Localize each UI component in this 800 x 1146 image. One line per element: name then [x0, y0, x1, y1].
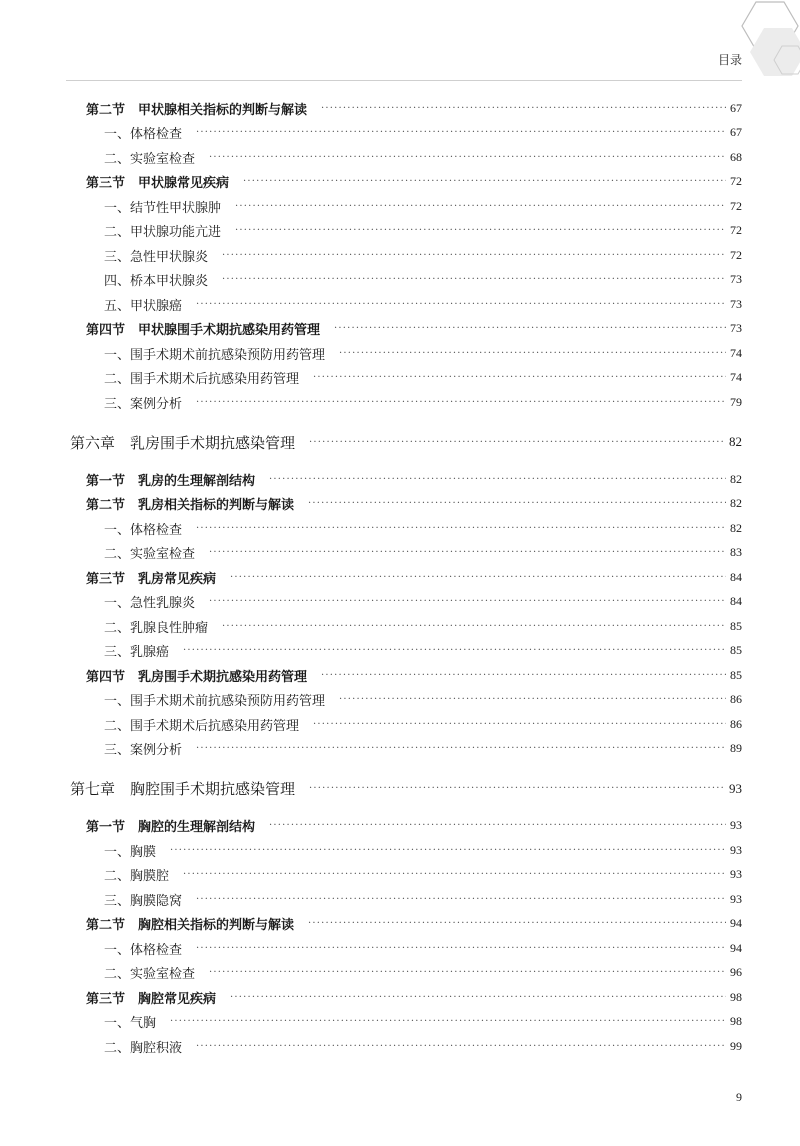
- entry-title: 三、案例分析: [104, 743, 183, 758]
- entry-title: 二、乳腺良性肿瘤: [104, 620, 209, 636]
- toc-item-entry[interactable]: [104, 1034, 742, 1058]
- toc-item-entry[interactable]: [104, 292, 742, 316]
- entry-title: 一、气胸: [104, 1016, 157, 1031]
- entry-title: 第一节 乳房的生理解剖结构: [86, 473, 256, 489]
- toc-section-entry[interactable]: [86, 814, 742, 838]
- toc-section-entry[interactable]: [86, 317, 742, 341]
- entry-page-number: 85: [730, 643, 742, 657]
- entry-title: 第二节 乳房相关指标的判断与解读: [86, 498, 295, 513]
- dot-leader: [269, 820, 726, 831]
- toc-item-entry[interactable]: [104, 390, 742, 414]
- toc-section-entry[interactable]: [86, 492, 742, 516]
- toc-item-entry[interactable]: [104, 194, 742, 218]
- entry-title: 二、甲状腺功能亢进: [104, 225, 222, 240]
- dot-leader: [309, 437, 725, 448]
- toc-item-entry[interactable]: [104, 639, 742, 663]
- entry-title: 一、胸膜: [104, 844, 157, 860]
- entry-page-number: 93: [730, 891, 742, 906]
- toc-item-entry[interactable]: [104, 516, 742, 540]
- entry-page-number: 79: [730, 394, 742, 409]
- entry-title: 五、甲状腺癌: [104, 298, 183, 314]
- page-number: 9: [736, 1090, 742, 1104]
- entry-title: 二、实验室检查: [104, 547, 196, 562]
- dot-leader: [196, 299, 726, 310]
- entry-title: 一、围手术期术前抗感染预防用药管理: [104, 694, 326, 709]
- entry-page-number: 84: [730, 569, 742, 584]
- dot-leader: [308, 918, 726, 929]
- entry-title: 二、胸腔积液: [104, 1040, 183, 1056]
- entry-page-number: 68: [730, 149, 742, 164]
- entry-title: 第六章 乳房围手术期抗感染管理: [70, 433, 296, 452]
- dot-leader: [196, 127, 726, 138]
- toc-section-entry[interactable]: [86, 912, 742, 936]
- dot-leader: [313, 372, 726, 383]
- entry-title: 二、实验室检查: [104, 151, 196, 167]
- entry-page-number: 93: [730, 867, 742, 881]
- entry-page-number: 93: [730, 818, 742, 832]
- toc-item-entry[interactable]: [104, 1010, 742, 1034]
- toc-chapter-entry[interactable]: [70, 777, 742, 801]
- entry-page-number: 86: [730, 716, 742, 731]
- entry-title: 第四节 甲状腺围手术期抗感染用药管理: [86, 323, 321, 338]
- dot-leader: [170, 845, 726, 856]
- entry-page-number: 72: [730, 198, 742, 213]
- entry-page-number: 94: [730, 940, 742, 955]
- entry-page-number: 86: [730, 692, 742, 706]
- entry-page-number: 84: [730, 594, 742, 608]
- entry-page-number: 67: [730, 125, 742, 139]
- entry-page-number: 93: [729, 780, 742, 796]
- entry-title: 二、胸膜腔: [104, 869, 170, 884]
- toc-item-entry[interactable]: [104, 145, 742, 169]
- dot-leader: [183, 869, 726, 880]
- entry-title: 第七章 胸腔围手术期抗感染管理: [70, 780, 296, 798]
- dot-leader: [222, 250, 726, 261]
- entry-page-number: 67: [730, 100, 742, 115]
- dot-leader: [196, 943, 726, 954]
- entry-title: 第四节 乳房围手术期抗感染用药管理: [86, 669, 308, 685]
- toc-item-entry[interactable]: [104, 366, 742, 390]
- toc-item-entry[interactable]: [104, 541, 742, 565]
- toc-item-entry[interactable]: [104, 614, 742, 638]
- dot-leader: [209, 967, 726, 978]
- entry-title: 二、实验室检查: [104, 967, 196, 982]
- dot-leader: [183, 645, 726, 656]
- dot-leader: [209, 596, 726, 607]
- dot-leader: [230, 572, 726, 583]
- entry-title: 三、案例分析: [104, 396, 183, 412]
- hexagon-light: [750, 28, 800, 76]
- toc-item-entry[interactable]: [104, 590, 742, 614]
- toc-item-entry[interactable]: [104, 887, 742, 911]
- entry-title: 三、胸膜隐窝: [104, 893, 183, 909]
- entry-page-number: 83: [730, 545, 742, 559]
- dot-leader: [269, 474, 726, 485]
- entry-page-number: 82: [730, 520, 742, 535]
- entry-page-number: 85: [730, 667, 742, 682]
- dot-leader: [243, 176, 726, 187]
- dot-leader: [235, 201, 726, 212]
- entry-title: 一、体格检查: [104, 522, 183, 538]
- dot-leader: [339, 694, 726, 705]
- toc-item-entry[interactable]: [104, 838, 742, 862]
- entry-page-number: 82: [729, 434, 742, 449]
- toc-item-entry[interactable]: [104, 712, 742, 736]
- dot-leader: [196, 894, 726, 905]
- dot-leader: [339, 348, 726, 359]
- entry-page-number: 82: [730, 471, 742, 486]
- entry-page-number: 85: [730, 618, 742, 633]
- hexagon-decoration: [690, 0, 800, 90]
- dot-leader: [222, 274, 726, 285]
- toc-item-entry[interactable]: [104, 268, 742, 292]
- entry-page-number: 73: [730, 296, 742, 311]
- toc-chapter-entry[interactable]: [70, 430, 742, 454]
- entry-page-number: 72: [730, 247, 742, 262]
- toc-item-entry[interactable]: [104, 863, 742, 887]
- toc-item-entry[interactable]: [104, 219, 742, 243]
- entry-page-number: 82: [730, 496, 742, 510]
- dot-leader: [222, 621, 726, 632]
- dot-leader: [230, 992, 726, 1003]
- entry-title: 一、结节性甲状腺肿: [104, 200, 222, 216]
- entry-page-number: 89: [730, 741, 742, 755]
- dot-leader: [209, 547, 726, 558]
- dot-leader: [235, 225, 726, 236]
- entry-page-number: 94: [730, 916, 742, 930]
- toc-item-entry[interactable]: [104, 737, 742, 761]
- dot-leader: [321, 103, 726, 114]
- entry-title: 一、围手术期术前抗感染预防用药管理: [104, 347, 326, 363]
- entry-title: 一、体格检查: [104, 942, 183, 958]
- entry-title: 三、急性甲状腺炎: [104, 249, 209, 265]
- header-divider: [66, 80, 742, 81]
- dot-leader: [308, 498, 726, 509]
- toc-item-entry[interactable]: [104, 936, 742, 960]
- entry-page-number: 72: [730, 174, 742, 188]
- entry-page-number: 98: [730, 989, 742, 1004]
- entry-page-number: 96: [730, 965, 742, 979]
- toc-section-entry[interactable]: [86, 565, 742, 589]
- entry-page-number: 98: [730, 1014, 742, 1028]
- entry-title: 二、围手术期术后抗感染用药管理: [104, 372, 300, 387]
- toc-item-entry[interactable]: [104, 961, 742, 985]
- dot-leader: [196, 523, 726, 534]
- dot-leader: [196, 743, 726, 754]
- entry-page-number: 93: [730, 842, 742, 857]
- toc-section-entry[interactable]: [86, 663, 742, 687]
- dot-leader: [313, 719, 726, 730]
- entry-page-number: 73: [730, 272, 742, 286]
- entry-title: 第一节 胸腔的生理解剖结构: [86, 820, 256, 835]
- running-header: 目录: [717, 53, 742, 67]
- dot-leader: [170, 1016, 726, 1027]
- dot-leader: [309, 783, 725, 794]
- entry-page-number: 74: [730, 370, 742, 384]
- entry-title: 一、急性乳腺炎: [104, 596, 196, 611]
- entry-title: 四、桥本甲状腺炎: [104, 274, 209, 289]
- dot-leader: [196, 1041, 726, 1052]
- entry-title: 第三节 乳房常见疾病: [86, 571, 217, 587]
- entry-page-number: 72: [730, 223, 742, 237]
- toc-item-entry[interactable]: [104, 341, 742, 365]
- dot-leader: [209, 152, 726, 163]
- entry-title: 第二节 甲状腺相关指标的判断与解读: [86, 102, 308, 118]
- dot-leader: [196, 397, 726, 408]
- toc-section-entry[interactable]: [86, 985, 742, 1009]
- entry-title: 第二节 胸腔相关指标的判断与解读: [86, 918, 295, 933]
- toc-item-entry[interactable]: [104, 121, 742, 145]
- toc-section-entry[interactable]: [86, 96, 742, 120]
- dot-leader: [321, 670, 726, 681]
- entry-page-number: 73: [730, 321, 742, 335]
- entry-page-number: 74: [730, 345, 742, 360]
- entry-title: 一、体格检查: [104, 127, 183, 142]
- toc-item-entry[interactable]: [104, 688, 742, 712]
- entry-page-number: 99: [730, 1038, 742, 1053]
- entry-title: 第三节 甲状腺常见疾病: [86, 176, 230, 191]
- toc-item-entry[interactable]: [104, 243, 742, 267]
- toc-section-entry[interactable]: [86, 467, 742, 491]
- entry-title: 三、乳腺癌: [104, 645, 170, 660]
- entry-title: 二、围手术期术后抗感染用药管理: [104, 718, 300, 734]
- toc-section-entry[interactable]: [86, 170, 742, 194]
- dot-leader: [334, 323, 726, 334]
- entry-title: 第三节 胸腔常见疾病: [86, 991, 217, 1007]
